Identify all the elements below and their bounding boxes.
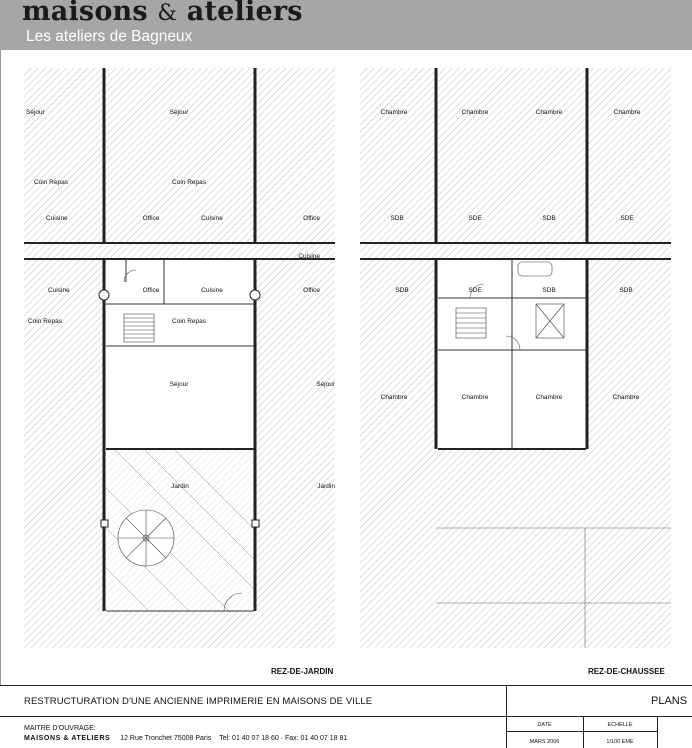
- brand-logo: [22, 0, 303, 27]
- plan-rez-de-chaussee: [360, 68, 671, 648]
- room-label: Chambre: [612, 394, 640, 401]
- title-block-cell-divider: [506, 731, 657, 732]
- room-label: Chambre: [613, 109, 641, 116]
- room-label: Séjour: [169, 381, 189, 388]
- room-label: SDB: [395, 287, 409, 294]
- room-label: SDE: [620, 215, 634, 222]
- room-label: SDB: [542, 215, 556, 222]
- room-label: Chambre: [380, 394, 408, 401]
- owner-label: MAITRE D'OUVRAGE:: [24, 725, 96, 732]
- unit-interior: [106, 259, 254, 449]
- title-block-divider: [0, 716, 692, 717]
- room-label: Coin Repas: [28, 318, 62, 325]
- scale-label: ECHELLE: [607, 722, 633, 728]
- room-label: SDB: [542, 287, 556, 294]
- room-label: SDE: [468, 287, 482, 294]
- header-band: [0, 0, 692, 50]
- brand-word-ateliers: ateliers: [186, 0, 303, 27]
- room-label: Chambre: [535, 394, 563, 401]
- project-title: RESTRUCTURATION D'UNE ANCIENNE IMPRIMERIE EN MAISONS DE VILLE: [24, 696, 373, 707]
- sheet-title: PLANS: [651, 695, 688, 707]
- date-value: MARS 2006: [529, 739, 560, 745]
- room-label: Chambre: [535, 109, 563, 116]
- room-label: SDB: [390, 215, 404, 222]
- room-label: Office: [303, 215, 320, 222]
- room-label: SDE: [468, 215, 482, 222]
- plan-label-rez-de-chaussee: REZ-DE-CHAUSSEE: [588, 667, 665, 676]
- date-label: DATE: [537, 722, 552, 728]
- room-label: Cuisine: [298, 253, 320, 260]
- scale-value: 1/100 EME: [606, 739, 634, 745]
- bathtub: [518, 262, 552, 276]
- owner-name: MAISONS & ATELIERS: [24, 735, 111, 742]
- room-label: Cuisine: [48, 287, 70, 294]
- title-block-vline: [657, 716, 658, 748]
- room-label: Cuisine: [201, 287, 223, 294]
- room-label: SDB: [619, 287, 633, 294]
- owner-details: [24, 735, 347, 742]
- room-label: Chambre: [380, 109, 408, 116]
- room-label: Coin Repas: [34, 179, 68, 186]
- room-label: Office: [142, 215, 160, 222]
- room-label: Séjour: [316, 381, 335, 388]
- room-label: Séjour: [169, 109, 189, 116]
- room-label: Office: [142, 287, 160, 294]
- room-label: Cuisine: [201, 215, 223, 222]
- room-label: Chambre: [461, 394, 489, 401]
- staircase: [124, 314, 154, 342]
- brand-ampersand: &: [157, 1, 178, 26]
- tree-symbol: [118, 510, 174, 566]
- room-label: Coin Repas: [172, 318, 206, 325]
- title-block: [0, 685, 692, 748]
- project-subtitle: Les ateliers de Bagneux: [26, 28, 193, 45]
- room-label: Jardin: [171, 483, 189, 490]
- owner-phone: Tel: 01 40 07 18 60 · Fax: 01 40 07 18 81: [219, 735, 348, 742]
- brand-word-maisons: maisons: [22, 0, 148, 27]
- owner-address: 12 Rue Tronchet 75008 Paris: [120, 735, 212, 742]
- room-label: Séjour: [26, 109, 45, 116]
- room-label: Chambre: [461, 109, 489, 116]
- room-label: Office: [303, 287, 320, 294]
- room-label: Coin Repas: [172, 179, 206, 186]
- room-label: Jardin: [317, 483, 335, 490]
- plan-rez-de-jardin: [24, 68, 335, 648]
- room-label: Cuisine: [46, 215, 68, 222]
- plan-label-rez-de-jardin: REZ-DE-JARDIN: [271, 667, 334, 676]
